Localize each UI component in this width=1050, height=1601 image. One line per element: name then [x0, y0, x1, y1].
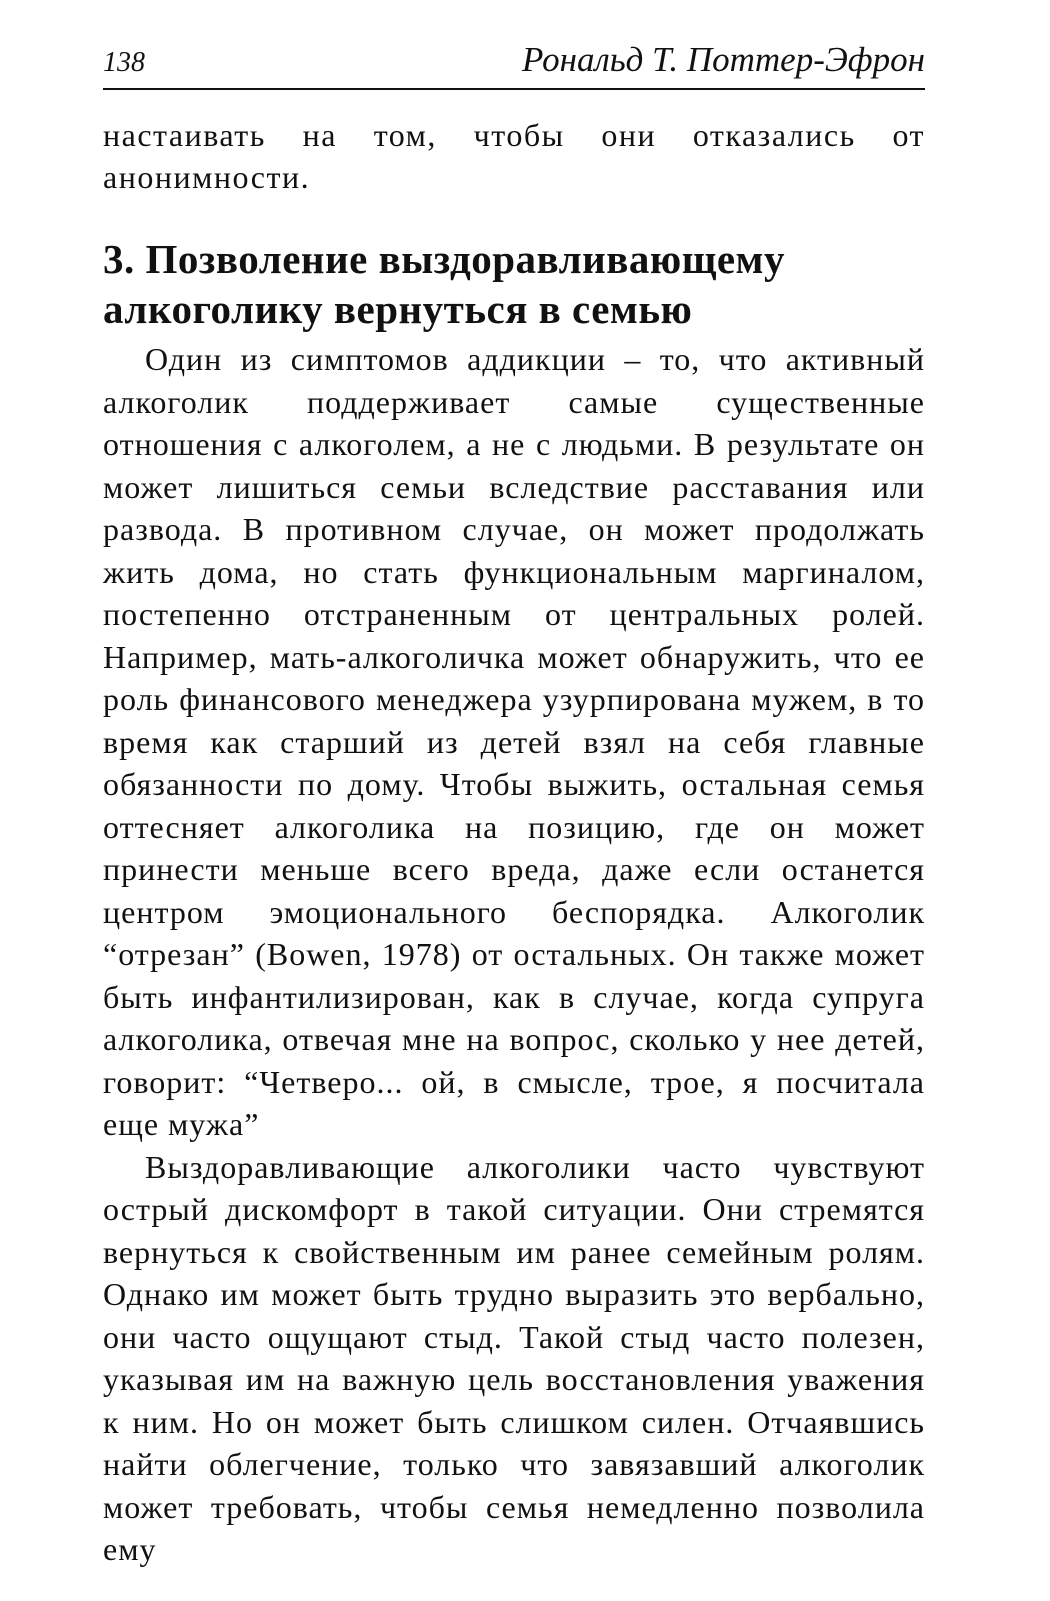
body-paragraph-2: Выздоравливающие алкоголики часто чувствуют острый дискомфорт в такой ситуации. Они стремятся вернуться к свойственным им ранее семейным ролям. Однако им может быть трудно выразить это вербально, они часто ощущают стыд. Такой стыд часто полезен, указывая им на важную цель восстановления уважения к ним. Но он может быть слишком силен. Отчаявшись найти облегчение, только что завязавший алкоголик может требовать, чтобы семья немедленно позволила ему — [103, 1148, 925, 1567]
header-author: Рональд Т. Поттер-Эфрон — [521, 40, 925, 79]
continued-paragraph: настаивать на том, чтобы они отказались от анонимности. — [103, 117, 925, 195]
body-paragraph-1: Один из симптомов аддикции – то, что активный алкоголик поддерживает самые существенные отношения с алкоголем, а не с людьми. В результате он может лишиться семьи вследствие расставания или развода. В противном случае, он может продолжать жить дома, но стать функциональным маргиналом, постепенно отстраненным от центральных ролей. Например, мать-алкоголичка может обнаружить, что ее роль финансового менеджера узурпирована мужем, в то время как старший из детей взял на себя главные обязанности по дому. Чтобы выжить, остальная семья оттесняет алкоголика на позицию, где он может принести меньше всего вреда, даже если останется центром эмоционального беспорядка. Алкоголик “отрезан” (Bowen, 1978) от остальных. Он также может быть инфантилизирован, как в случае, когда супруга алкоголика, отвечая мне на вопрос, сколько у нее детей, говорит: “Четверо... ой, в смысле, трое, я посчитала еще мужа” — [103, 341, 925, 1142]
book-page — [103, 40, 925, 1571]
running-header — [103, 40, 925, 90]
page-number: 138 — [103, 47, 145, 78]
section-heading: 3. Позволение выздоравливающему алкоголику вернуться в семью — [103, 236, 785, 332]
